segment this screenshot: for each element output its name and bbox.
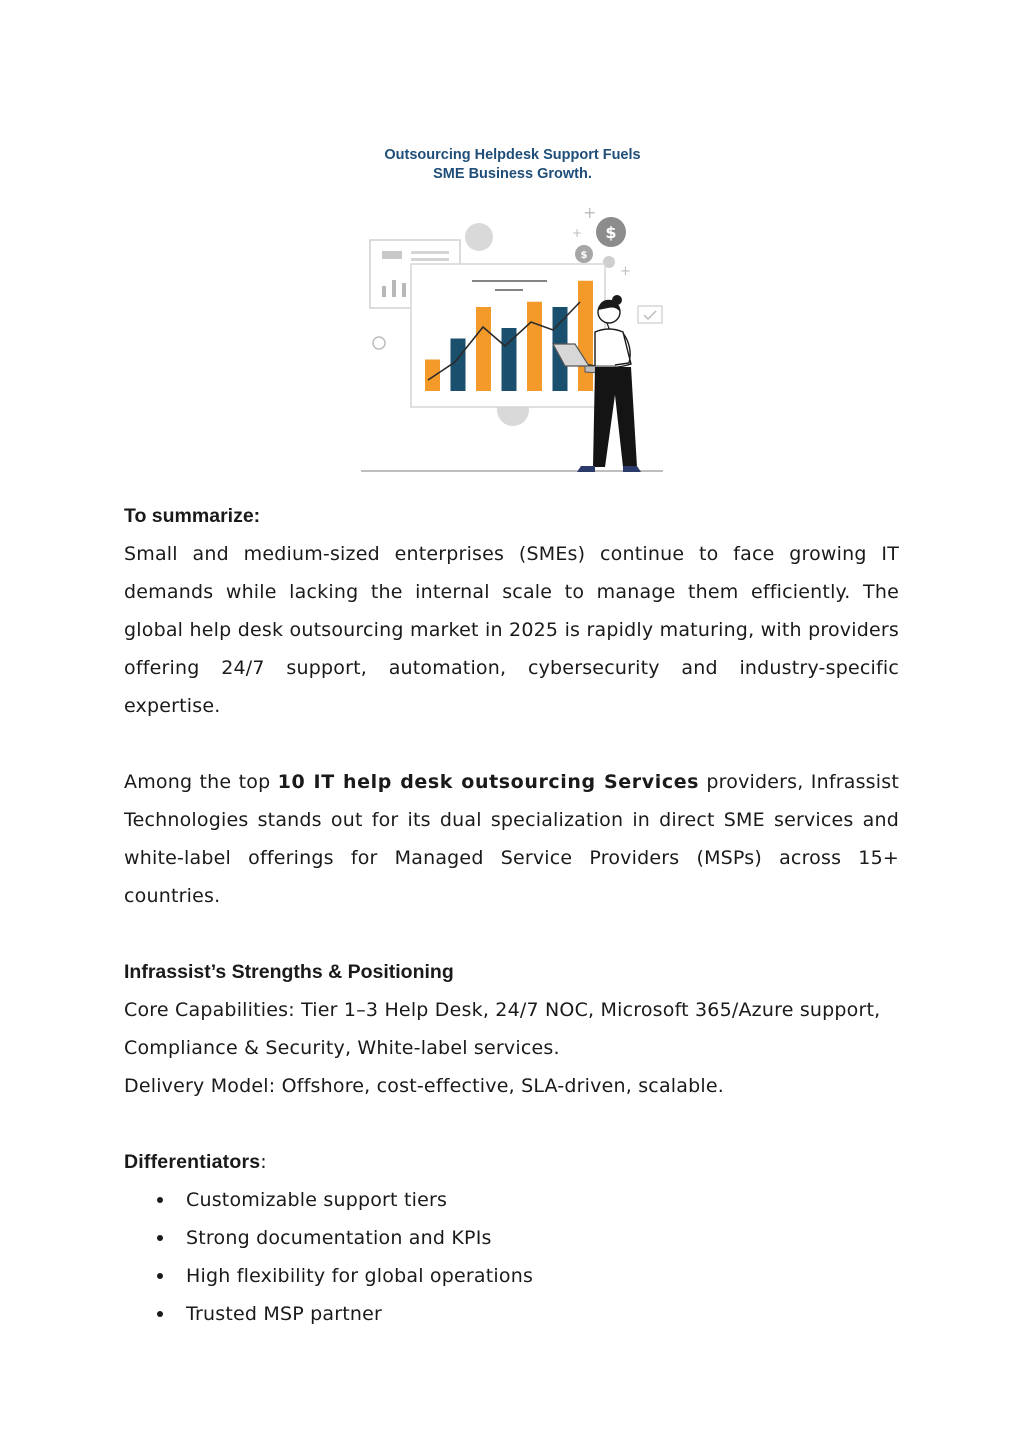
summary-paragraph: Small and medium-sized enterprises (SMEs) continue to face growing IT demands while lacking the internal scale to manage them efficiently. The global help desk outsourcing market in 2025 is rapidly maturing, with providers offering 24/7 support, automation, cybersecurity and industry-specific expertise. xyxy=(124,543,899,717)
among-suffix: providers, Infrassist Technologies stands out for its dual specialization in direct SME services and white-label offerings for Managed Service Providers (MSPs) across 15+ countries. xyxy=(124,771,900,907)
list-item: Strong documentation and KPIs xyxy=(186,1219,899,1257)
svg-text:$: $ xyxy=(580,250,588,261)
checkmark-card-icon xyxy=(638,306,662,323)
growth-bar xyxy=(476,307,491,391)
among-paragraph xyxy=(124,763,899,915)
growth-illustration xyxy=(355,140,670,480)
strengths-heading: Infrassist’s Strengths & Positioning xyxy=(124,961,454,983)
growth-bar xyxy=(425,360,440,392)
differentiators-heading xyxy=(124,1143,899,1181)
growth-bar xyxy=(451,339,466,392)
svg-text:$: $ xyxy=(605,223,617,242)
plus-icon: + xyxy=(620,264,631,279)
delivery-model: Delivery Model: Offshore, cost-effective, SLA-driven, scalable. xyxy=(124,1075,724,1097)
differentiators-colon: : xyxy=(260,1151,267,1173)
illustration-title-line: Outsourcing Helpdesk Support Fuels xyxy=(384,147,641,163)
list-item: Trusted MSP partner xyxy=(186,1295,899,1333)
summary-heading: To summarize: xyxy=(124,505,261,527)
spacer xyxy=(124,1105,899,1143)
growth-bar xyxy=(578,281,593,391)
document-body xyxy=(124,497,899,1333)
plus-icon: + xyxy=(583,203,597,222)
differentiators-list xyxy=(124,1181,899,1333)
hero-illustration xyxy=(355,140,670,480)
core-capabilities: Core Capabilities: Tier 1–3 Help Desk, 24/7 NOC, Microsoft 365/Azure support, Compliance & Security, White-label services. xyxy=(124,999,881,1059)
dollar-coin-icon xyxy=(596,217,626,247)
spacer xyxy=(124,725,899,763)
illustration-title xyxy=(355,146,670,184)
plus-icon: + xyxy=(572,226,583,240)
spacer xyxy=(124,915,899,953)
among-bold-link: 10 IT help desk outsourcing Services xyxy=(277,771,700,793)
differentiators-label: Differentiators xyxy=(124,1151,261,1173)
list-item: High flexibility for global operations xyxy=(186,1257,899,1295)
illustration-title-line: SME Business Growth. xyxy=(433,166,592,182)
dollar-coin-icon xyxy=(575,245,593,263)
among-prefix: Among the top xyxy=(124,771,278,793)
growth-bar xyxy=(527,302,542,391)
list-item: Customizable support tiers xyxy=(186,1181,899,1219)
decor-ring xyxy=(373,337,385,349)
decor-circle xyxy=(465,223,493,251)
